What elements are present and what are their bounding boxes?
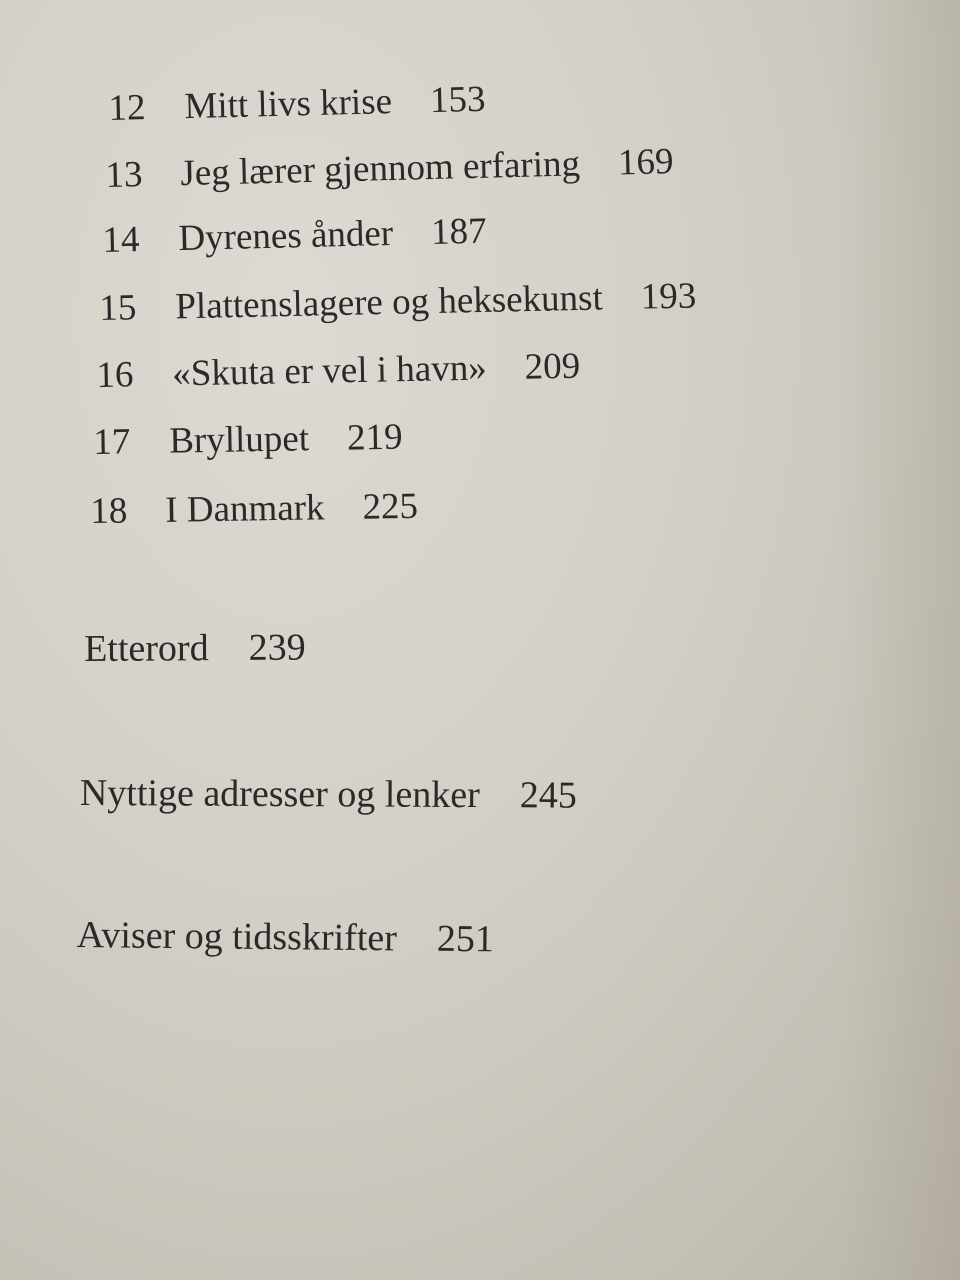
page-shadow (840, 0, 960, 1280)
chapter-number: 13 (104, 154, 143, 196)
chapter-entry (177, 210, 488, 260)
chapter-entry (168, 416, 403, 462)
chapter-page: 153 (429, 78, 486, 122)
section-page: 239 (248, 626, 306, 669)
section-title: Etterord (83, 627, 209, 670)
toc-row-aviser (76, 914, 495, 961)
chapter-number: 15 (98, 287, 137, 329)
toc-row-nyttige-adresser (80, 774, 577, 815)
chapter-title: I Danmark (164, 487, 325, 531)
chapter-page: 187 (430, 210, 488, 253)
section-title: Aviser og tidsskrifter (76, 914, 398, 960)
chapter-page: 169 (617, 141, 674, 184)
section-page: 251 (436, 917, 495, 961)
toc-row-etterord (84, 628, 306, 668)
chapter-number: 18 (89, 490, 128, 532)
chapter-entry (183, 78, 486, 128)
section-page: 245 (519, 774, 577, 817)
chapter-number: 12 (107, 87, 146, 129)
chapter-page: 219 (346, 416, 403, 459)
chapter-title: «Skuta er vel i havn» (171, 347, 488, 395)
chapter-entry (164, 485, 419, 531)
chapter-title: Plattenslagere og heksekunst (174, 277, 604, 328)
chapter-page: 225 (362, 485, 419, 528)
section-title: Nyttige adresser og lenker (79, 772, 480, 817)
chapter-entry (171, 345, 581, 395)
chapter-page: 193 (640, 275, 697, 318)
chapter-title: Jeg lærer gjennom erfaring (179, 143, 581, 195)
chapter-title: Dyrenes ånder (177, 212, 394, 260)
chapter-title: Bryllupet (168, 418, 310, 462)
chapter-number: 17 (92, 421, 131, 463)
chapter-number: 16 (95, 354, 134, 396)
chapter-entry (179, 141, 674, 195)
chapter-number: 14 (101, 219, 140, 261)
chapter-entry (174, 275, 697, 328)
chapter-title: Mitt livs krise (183, 81, 393, 128)
chapter-page: 209 (524, 345, 581, 388)
